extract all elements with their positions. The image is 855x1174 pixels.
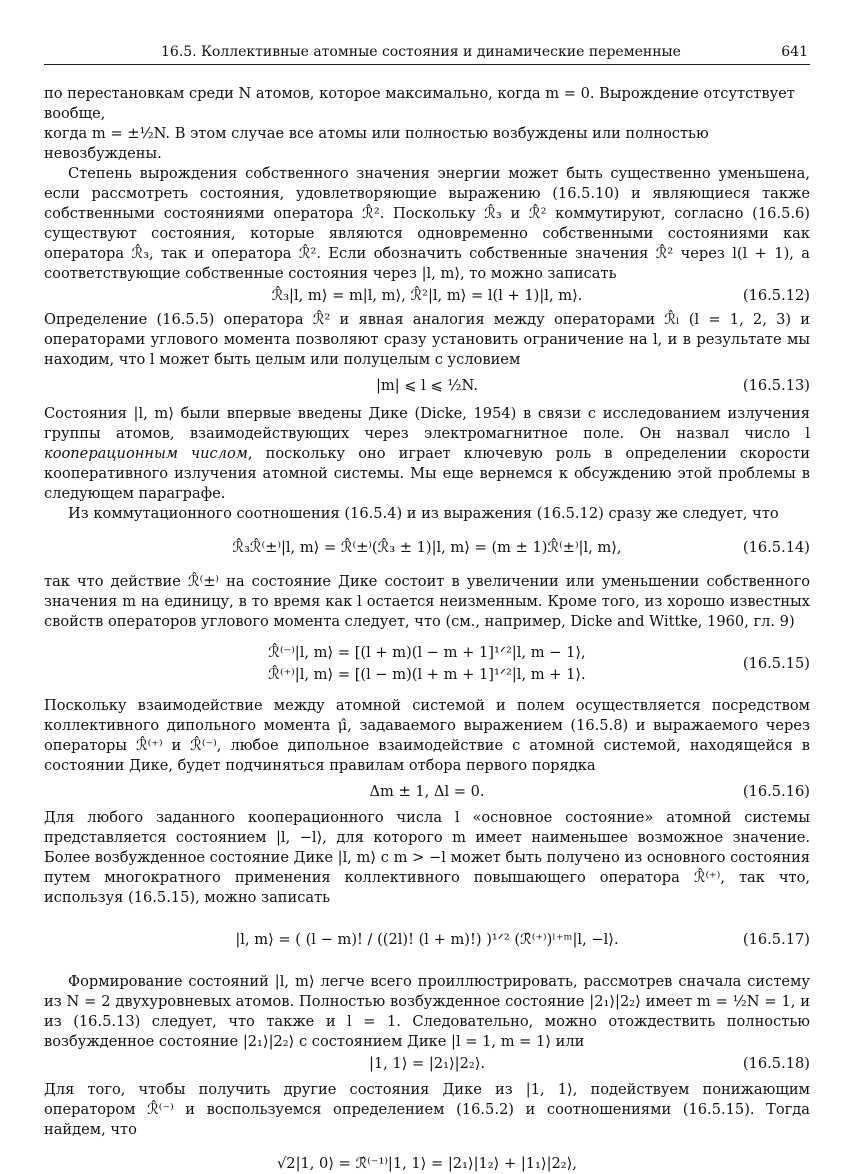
- paragraph-4-end: , поскольку оно играет ключевую роль в определении скорости кооперативного излучения атомной системы. Мы еще вернемся к обсуждению этой проблемы в следующем параграфе.: [44, 445, 810, 502]
- paragraph-8: Для любого заданного кооперационного числа l «основное состояние» атомной системы представляется состоянием |l, −l⟩, для которого m имеет наименьшее возможное значение. Более возбужденное состояние Дике |l, m⟩ с m > −l может быть получено из основного состояния путем многократного применения коллективного повышающего оператора ℛ̂⁽⁺⁾, так что, используя (16.5.15), можно записать: [44, 809, 810, 906]
- paragraph-2: Степень вырождения собственного значения энергии может быть существенно уменьшена, если рассмотреть состояния, удовлетворяющие выражению (16.5.10) и являющиеся также собственными состояниями оператора ℛ̂². Поскольку ℛ̂₃ и ℛ̂² коммутируют, согласно (16.5.6) существуют состояния, которые являются одновременно собственными состояниями как оператора ℛ̂₃, так и оператора ℛ̂². Если обозначить собственные значения ℛ̂² через l(l + 1), а соответствующие собственные состояния через |l, m⟩, то можно записать: [44, 165, 810, 282]
- equation-16-5-18-number: (16.5.18): [742, 1055, 810, 1072]
- equation-16-5-13-number: (16.5.13): [742, 377, 810, 394]
- paragraph-6: так что действие ℛ̂⁽±⁾ на состояние Дике состоит в увеличении или уменьшении собственного значения m на единицу, в то время как l остается неизменным. Кроме того, из хорошо известных свойств операторов углового момента следует, что (см., например, Dicke and Wittke, 1960, гл. 9): [44, 573, 810, 630]
- equation-16-5-16-number: (16.5.16): [742, 783, 810, 800]
- page-number: 641: [781, 44, 808, 60]
- paragraph-10: Для того, чтобы получить другие состояния Дике из |1, 1⟩, подействуем понижающим оператором ℛ̂⁽⁻⁾ и воспользуемся определением (16.5.2) и соотношениями (16.5.15). Тогда найдем, что: [44, 1081, 810, 1138]
- equation-16-5-12-body: ℛ̂₃|l, m⟩ = m|l, m⟩, ℛ̂²|l, m⟩ = l(l + 1)|l, m⟩.: [271, 287, 583, 304]
- equation-16-5-15: [44, 642, 810, 686]
- paragraph-4-start: Состояния |l, m⟩ были впервые введены Дике (Dicke, 1954) в связи с исследованием излучения группы атомов, взаимодействующих через электромагнитное поле. Он назвал число l: [44, 405, 810, 442]
- paragraph-5: Из коммутационного соотношения (16.5.4) и из выражения (16.5.12) сразу же следует, что: [68, 505, 779, 522]
- equation-16-5-13-body: |m| ⩽ l ⩽ ½N.: [376, 377, 478, 394]
- equation-16-5-15-number: (16.5.15): [742, 655, 810, 672]
- equation-16-5-14-body: ℛ̂₃ℛ̂⁽±⁾|l, m⟩ = ℛ̂⁽±⁾(ℛ̂₃ ± 1)|l, m⟩ = (m ± 1)ℛ̂⁽±⁾|l, m⟩,: [232, 539, 622, 556]
- equation-16-5-12: [44, 286, 810, 306]
- paragraph-1b: когда m = ±½N. В этом случае все атомы или полностью возбуждены или полностью невозбуждены.: [44, 125, 709, 162]
- equation-16-5-17-number: (16.5.17): [742, 931, 810, 948]
- equation-16-5-13: [44, 376, 810, 396]
- equation-16-5-16: [44, 782, 810, 802]
- equation-sqrt2-state: [44, 1154, 810, 1174]
- running-header: [44, 42, 810, 65]
- term-cooperation-number: кооперационным числом: [44, 445, 248, 462]
- page-body: [44, 84, 810, 1174]
- section-title: 16.5. Коллективные атомные состояния и динамические переменные: [161, 44, 681, 60]
- equation-16-5-16-body: Δm ± 1, Δl = 0.: [369, 783, 485, 800]
- paragraph-7: Поскольку взаимодействие между атомной системой и полем осуществляется посредством коллективного дипольного момента μ̂, задаваемого выражением (16.5.8) и выражаемого через операторы ℛ̂⁽⁺⁾ и ℛ̂⁽⁻⁾, любое дипольное взаимодействие с атомной системой, находящейся в состоянии Дике, будет подчиняться правилам отбора первого порядка: [44, 697, 810, 774]
- equation-16-5-17-body: |l, m⟩ = ( (l − m)! / ((2l)! (l + m)!) )¹ᐟ² (ℛ̂⁽⁺⁾)ˡ⁺ᵐ|l, −l⟩.: [235, 931, 619, 948]
- equation-16-5-12-number: (16.5.12): [742, 287, 810, 304]
- equation-16-5-17: [44, 918, 810, 962]
- equation-16-5-18-body: |1, 1⟩ = |2₁⟩|2₂⟩.: [368, 1055, 486, 1072]
- paragraph-3: Определение (16.5.5) оператора ℛ̂² и явная аналогия между операторами ℛ̂ₗ (l = 1, 2, 3) и операторами углового момента позволяют сразу установить ограничение на l, и в результате мы находим, что l может быть целым или полуцелым с условием: [44, 311, 810, 368]
- equation-16-5-14: [44, 538, 810, 558]
- equation-16-5-18: [44, 1054, 810, 1074]
- paragraph-4: [44, 404, 810, 504]
- equation-sqrt2-state-body: √2|1, 0⟩ = ℛ̂⁽⁻¹⁾|1, 1⟩ = |2₁⟩|1₂⟩ + |1₁⟩|2₂⟩,: [276, 1155, 577, 1172]
- equation-16-5-15-line2: ℛ̂⁽⁺⁾|l, m⟩ = [(l − m)(l + m + 1]¹ᐟ²|l, m + 1⟩.: [268, 666, 586, 683]
- paragraph-9: Формирование состояний |l, m⟩ легче всего проиллюстрировать, рассмотрев сначала систему из N = 2 двухуровневых атомов. Полностью возбужденное состояние |2₁⟩|2₂⟩ имеет m = ½N = 1, и из (16.5.13) следует, что также и l = 1. Следовательно, можно отождествить полностью возбужденное состояние |2₁⟩|2₂⟩ с состоянием Дике |l = 1, m = 1⟩ или: [44, 973, 810, 1050]
- paragraph-1a: по перестановкам среди N атомов, которое максимально, когда m = 0. Вырождение отсутствует вообще,: [44, 85, 795, 122]
- equation-16-5-14-number: (16.5.14): [742, 539, 810, 556]
- equation-16-5-15-line1: ℛ̂⁽⁻⁾|l, m⟩ = [(l + m)(l − m + 1]¹ᐟ²|l, m − 1⟩,: [268, 644, 586, 661]
